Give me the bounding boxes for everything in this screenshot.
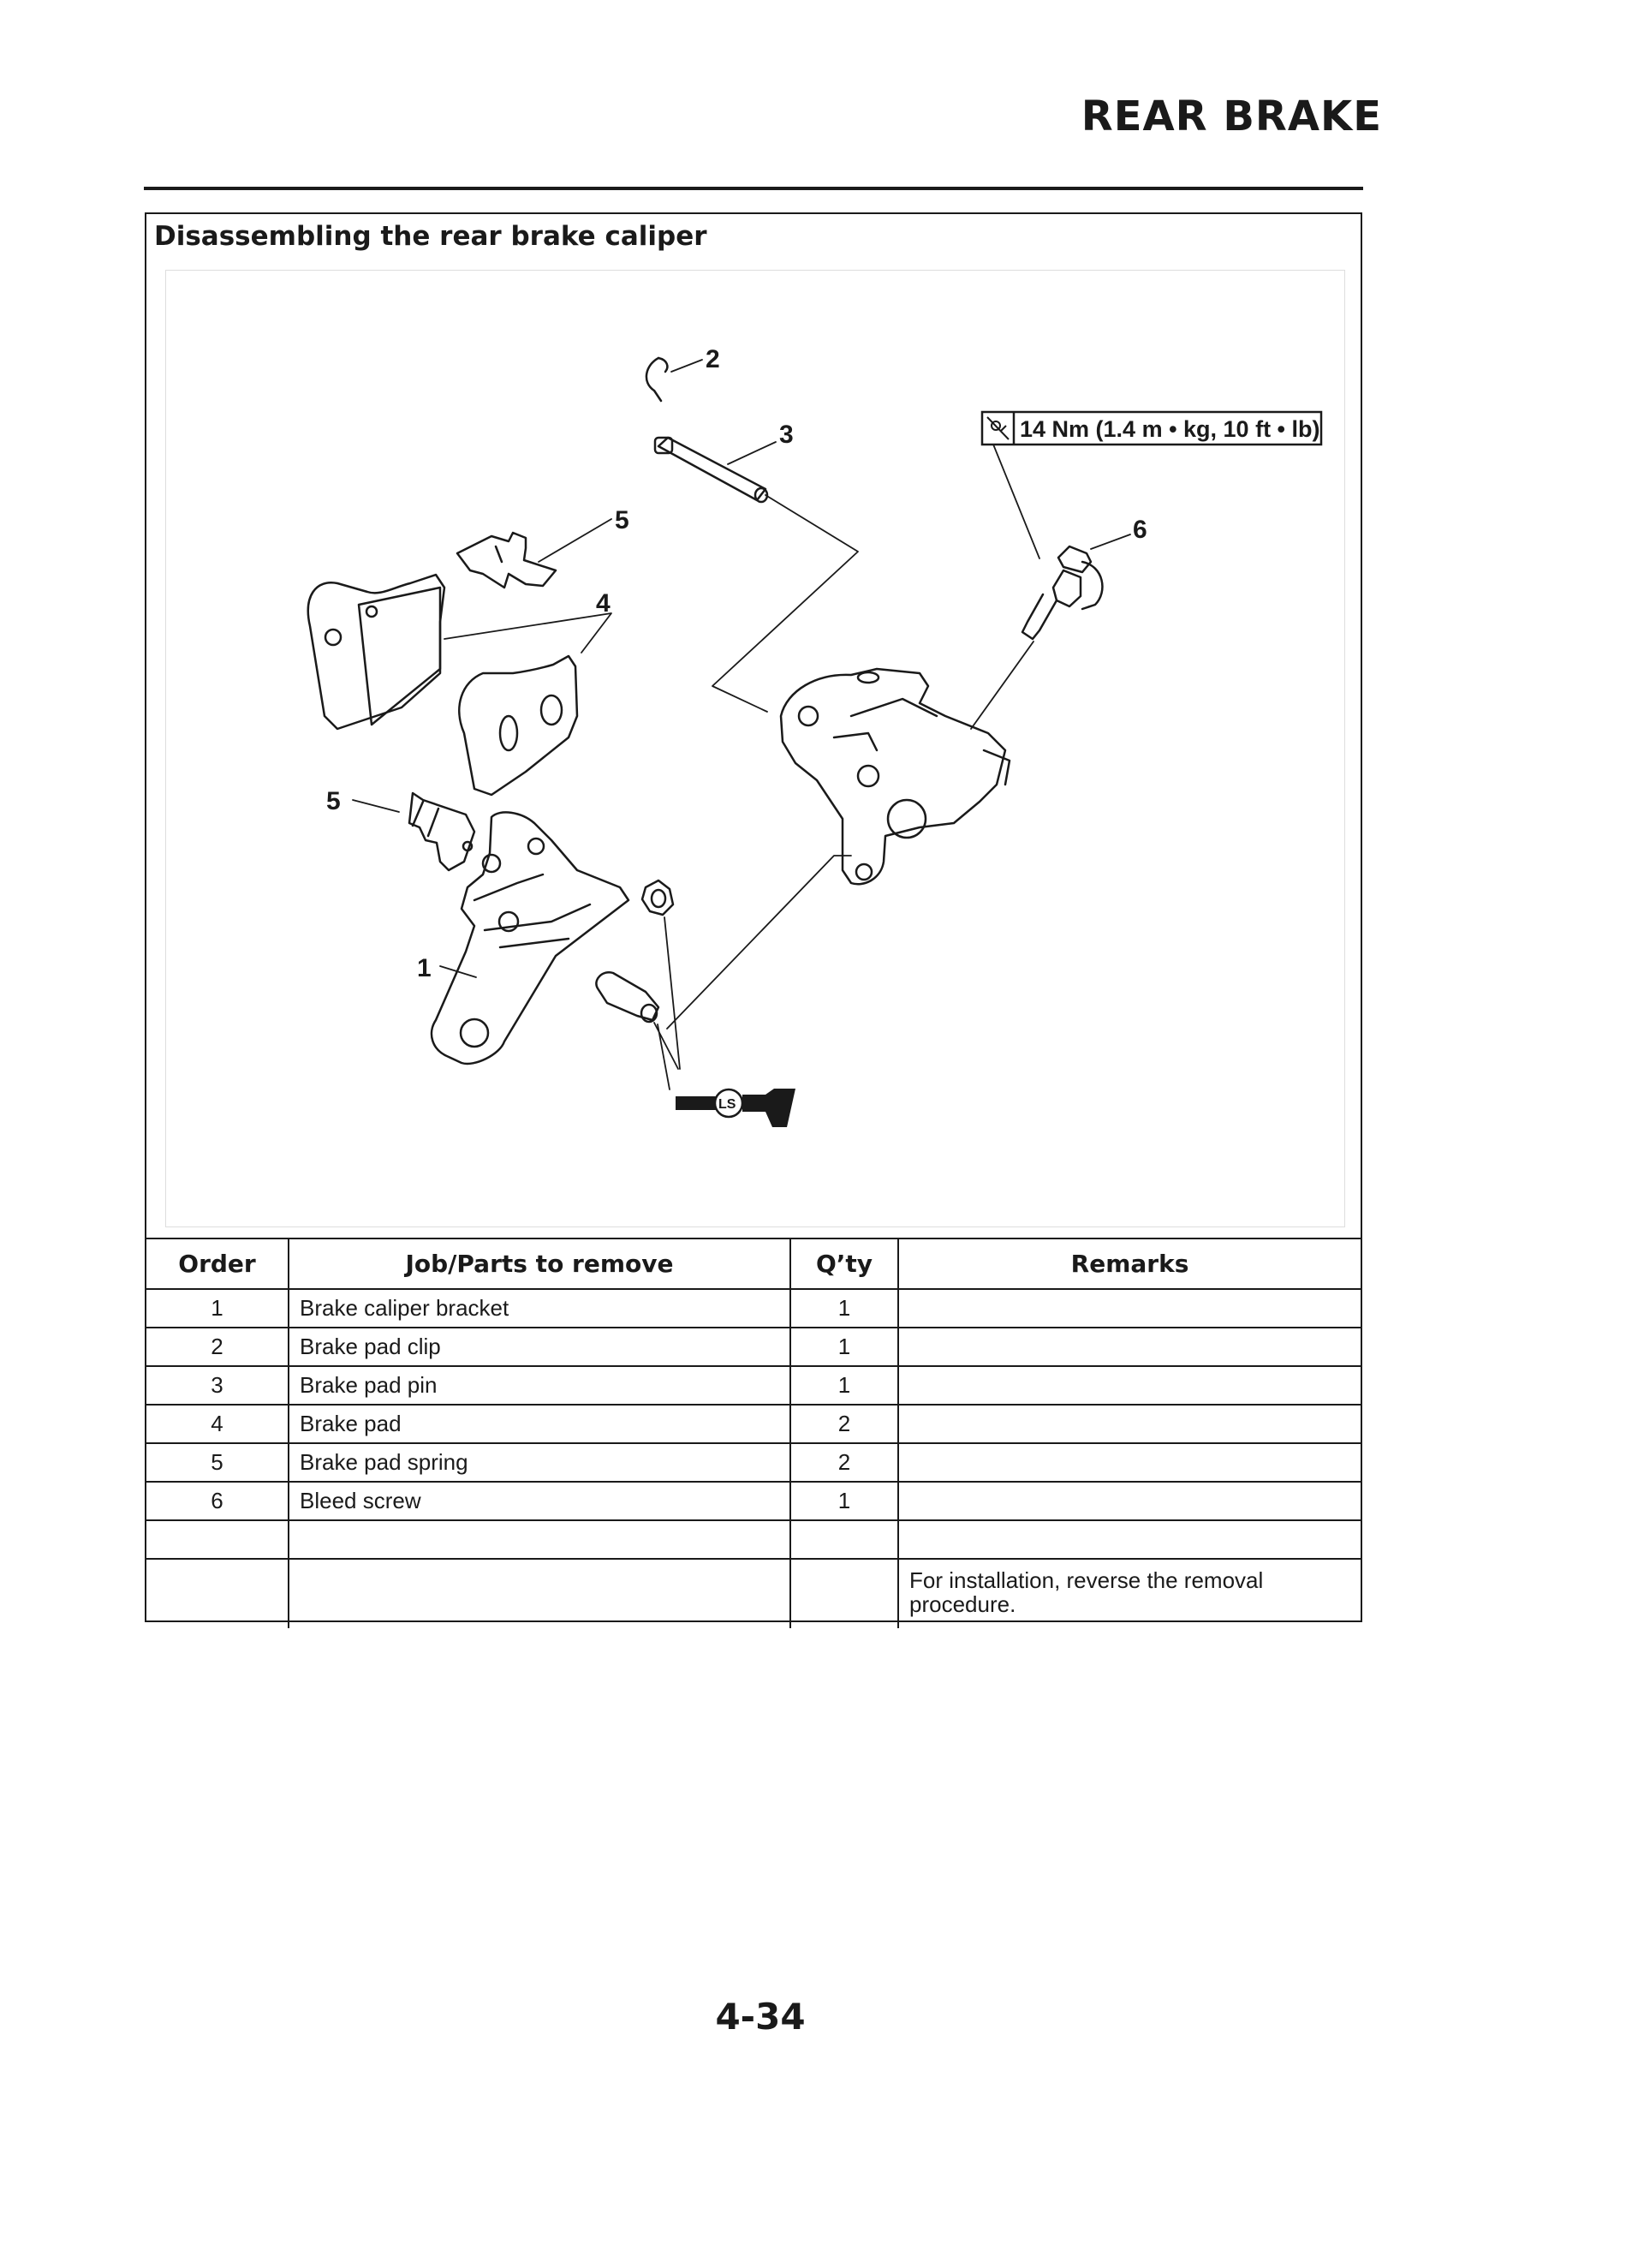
brake-pad-pin-part [655, 438, 767, 502]
cell-job: Brake caliper bracket [289, 1289, 790, 1328]
cell-qty: 2 [790, 1443, 898, 1482]
cell-qty: 1 [790, 1328, 898, 1366]
callout-2: 2 [706, 345, 720, 373]
guide-bolt-upper-part [642, 880, 673, 915]
brake-pad-rear-part [308, 575, 444, 729]
cell-remarks [898, 1520, 1361, 1559]
header-job: Job/Parts to remove [289, 1238, 790, 1289]
header-remarks: Remarks [898, 1238, 1361, 1289]
table-row [146, 1405, 1361, 1443]
page-number: 4-34 [715, 1996, 806, 2038]
torque-spec-box [982, 412, 1321, 445]
cell-order: 3 [146, 1366, 289, 1405]
cell-qty [790, 1559, 898, 1628]
bleed-screw-part [1022, 546, 1102, 639]
table-row [146, 1289, 1361, 1328]
table-row [146, 1559, 1361, 1628]
cell-order: 4 [146, 1405, 289, 1443]
cell-job: Brake pad clip [289, 1328, 790, 1366]
brake-pad-front-part [459, 656, 577, 795]
callout-3: 3 [779, 421, 794, 449]
parts-removal-table [146, 1238, 1361, 1628]
table-row [146, 1482, 1361, 1520]
cell-job [289, 1559, 790, 1628]
callout-4: 4 [596, 589, 611, 618]
cell-qty: 1 [790, 1482, 898, 1520]
cell-qty: 1 [790, 1366, 898, 1405]
table-row [146, 1328, 1361, 1366]
cell-job: Bleed screw [289, 1482, 790, 1520]
header-order: Order [146, 1238, 289, 1289]
cell-remarks [898, 1289, 1361, 1328]
lithium-soap-grease-icon [676, 1089, 795, 1127]
cell-order: 2 [146, 1328, 289, 1366]
cell-job [289, 1520, 790, 1559]
cell-remarks [898, 1443, 1361, 1482]
procedure-frame [145, 212, 1362, 1622]
table-header-row [146, 1238, 1361, 1289]
header-divider [144, 187, 1363, 190]
cell-qty [790, 1520, 898, 1559]
table-row [146, 1443, 1361, 1482]
cell-remarks [898, 1482, 1361, 1520]
callout-1: 1 [417, 954, 432, 982]
brake-pad-clip-part [646, 358, 661, 401]
cell-order [146, 1520, 289, 1559]
cell-remarks: For installation, reverse the removal procedure. [898, 1559, 1361, 1628]
cell-job: Brake pad spring [289, 1443, 790, 1482]
cell-remarks [898, 1405, 1361, 1443]
brake-pad-spring-lower-part [409, 793, 474, 870]
callout-5-lower: 5 [326, 787, 341, 815]
cell-order: 5 [146, 1443, 289, 1482]
cell-qty: 1 [790, 1289, 898, 1328]
cell-order: 1 [146, 1289, 289, 1328]
table-row [146, 1520, 1361, 1559]
cell-remarks [898, 1328, 1361, 1366]
callout-5-upper: 5 [615, 506, 629, 534]
table-row [146, 1366, 1361, 1405]
cell-qty: 2 [790, 1405, 898, 1443]
brake-caliper-bracket-part [432, 812, 628, 1064]
brake-caliper-body-part [781, 669, 1010, 884]
torque-spec-text: 14 Nm (1.4 m • kg, 10 ft • lb) [1020, 416, 1320, 442]
cell-remarks [898, 1366, 1361, 1405]
cell-order [146, 1559, 289, 1628]
lubricant-symbol-label: LS [718, 1097, 736, 1112]
exploded-view-figure [165, 270, 1345, 1227]
header-qty: Q’ty [790, 1238, 898, 1289]
cell-order: 6 [146, 1482, 289, 1520]
section-title: Disassembling the rear brake caliper [154, 221, 707, 252]
callout-6: 6 [1133, 516, 1147, 544]
cell-job: Brake pad pin [289, 1366, 790, 1405]
cell-job: Brake pad [289, 1405, 790, 1443]
page-header-title: REAR BRAKE [1081, 93, 1382, 140]
exploded-view-drawing [166, 271, 1346, 1228]
guide-bolt-lower-part [596, 972, 658, 1022]
